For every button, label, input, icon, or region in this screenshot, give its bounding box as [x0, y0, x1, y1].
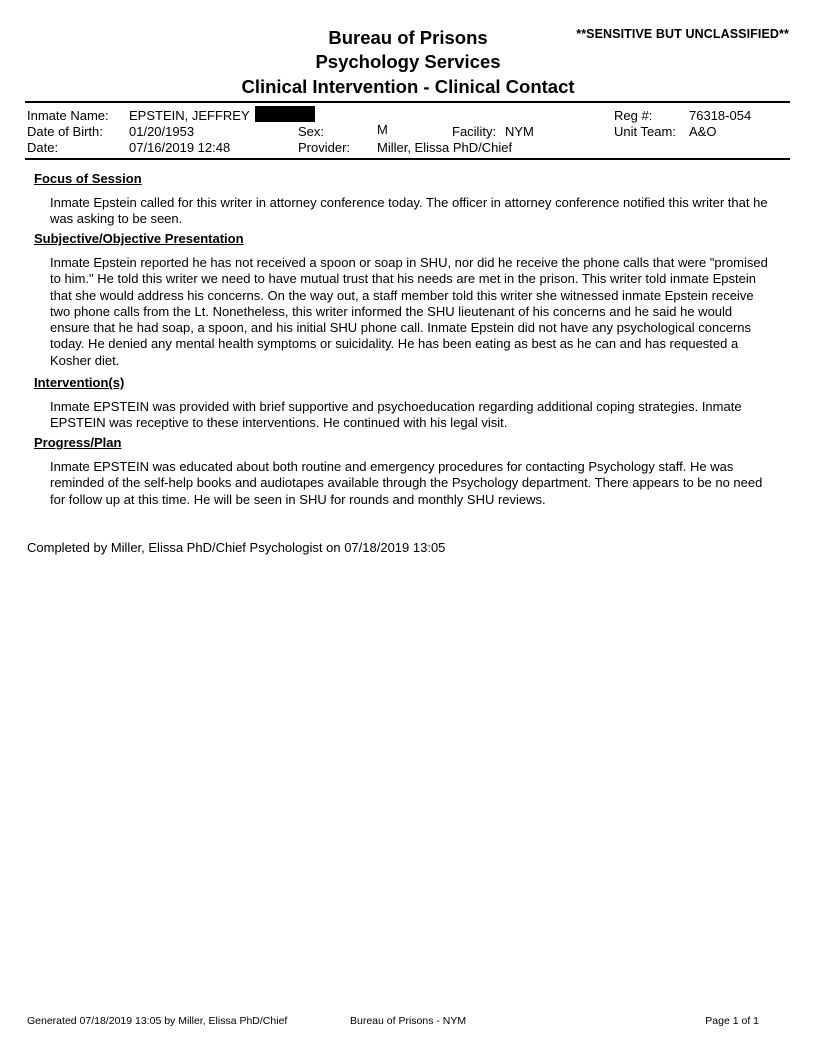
reg-label: Reg #:: [614, 108, 653, 123]
completed-by-line: Completed by Miller, Elissa PhD/Chief Psychologist on 07/18/2019 13:05: [27, 540, 446, 555]
sex-label: Sex:: [298, 124, 325, 139]
subjective-section-title: Subjective/Objective Presentation: [34, 231, 244, 246]
dob-label: Date of Birth:: [27, 124, 103, 139]
facility-value: NYM: [505, 124, 534, 139]
header-bottom-rule: [25, 158, 790, 160]
agency-title: Bureau of Prisons: [328, 27, 488, 48]
footer-generated: Generated 07/18/2019 13:05 by Miller, Elissa PhD/Chief: [27, 1015, 288, 1027]
progress-section-body: Inmate EPSTEIN was educated about both routine and emergency procedures for contacting Psychology staff. He was reminded of the self-help books and audiotapes available through the Psychology department. There appears to be no need for follow up at this time. He will be seen in SHU for rounds and monthly SHU reviews.: [50, 459, 763, 507]
reg-value: 76318-054: [689, 108, 752, 123]
focus-section-title: Focus of Session: [34, 171, 142, 186]
footer-page-number: Page 1 of 1: [705, 1015, 759, 1027]
footer-center: Bureau of Prisons - NYM: [350, 1015, 467, 1027]
document-title: Clinical Intervention - Clinical Contact: [241, 76, 575, 97]
inmate-name-label: Inmate Name:: [27, 108, 109, 123]
focus-section-body: Inmate Epstein called for this writer in attorney conference today. The officer in attorney conference notified this writer that he was asking to be seen.: [50, 195, 768, 227]
header-top-rule: [25, 101, 790, 103]
intervention-section-body: Inmate EPSTEIN was provided with brief supportive and psychoeducation regarding additional coping strategies. Inmate EPSTEIN was receptive to these interventions. He continued with his legal visit.: [50, 399, 742, 431]
dob-value: 01/20/1953: [129, 124, 195, 139]
redaction-box: [255, 106, 315, 122]
subjective-section-body: Inmate Epstein reported he has not received a spoon or soap in SHU, nor did he receive the phone calls that were "promised to him." He told this writer we need to have mutual trust that his needs are met in the prison. This writer told inmate Epstein that she would address his concerns. On the way out, a staff member told this writer she witnessed inmate Epstein receive two phone calls from the Lt. Nonetheless, this writer informed the SHU lieutenant of his concerns and he said he would ensure that he had soap, a spoon, and his initial SHU phone call. Inmate Epstein did not have any psychological concerns today. He denied any mental health symptoms or suicidality. He has been eating as best as he can and has requested a Kosher diet.: [50, 255, 768, 368]
unit-team-label: Unit Team:: [614, 124, 676, 139]
intervention-section-title: Intervention(s): [34, 375, 125, 390]
unit-team-value: A&O: [689, 124, 717, 139]
date-value: 07/16/2019 12:48: [129, 140, 231, 155]
sex-value: M: [377, 122, 388, 137]
facility-label: Facility:: [452, 124, 497, 139]
department-title: Psychology Services: [315, 51, 501, 72]
provider-value: Miller, Elissa PhD/Chief: [377, 140, 513, 155]
classification-banner: **SENSITIVE BUT UNCLASSIFIED**: [576, 27, 789, 41]
inmate-name-value: EPSTEIN, JEFFREY: [129, 108, 250, 123]
progress-section-title: Progress/Plan: [34, 435, 122, 450]
date-label: Date:: [27, 140, 59, 155]
provider-label: Provider:: [298, 140, 351, 155]
